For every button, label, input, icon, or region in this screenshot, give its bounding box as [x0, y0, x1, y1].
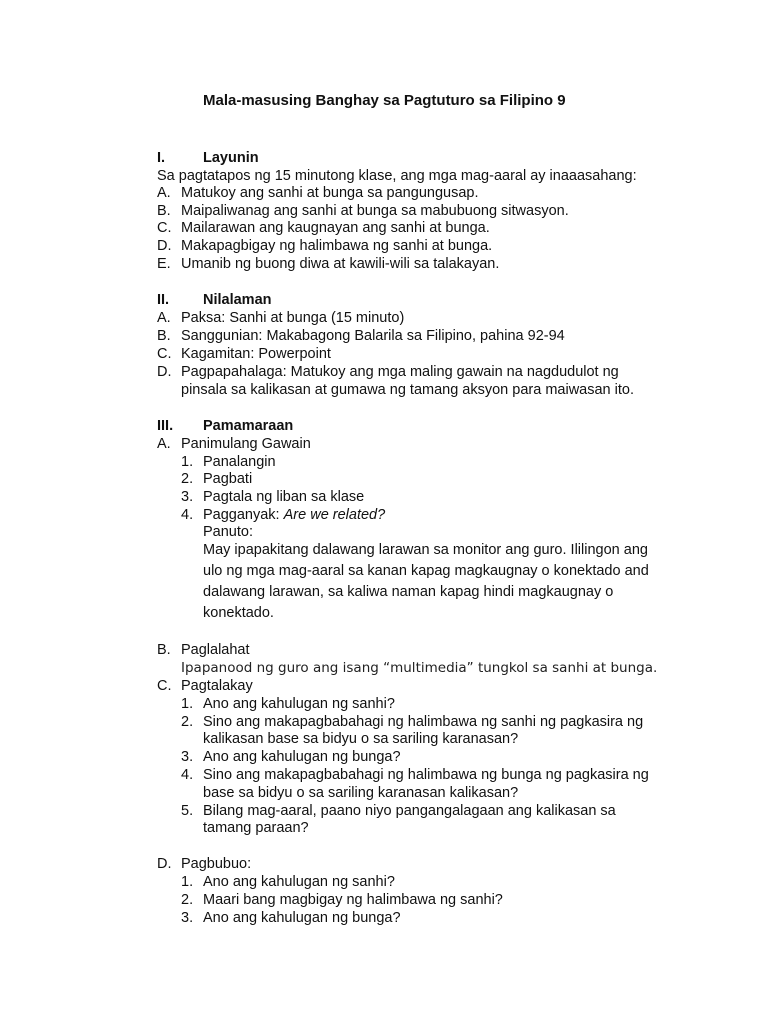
- list-item-marker: 4.: [181, 507, 194, 523]
- instructions-label: Panuto:: [203, 524, 253, 540]
- section-1-heading: Layunin: [203, 150, 259, 166]
- list-item-marker: C.: [157, 346, 172, 362]
- list-item: Matukoy ang sanhi at bunga sa pangungusap.: [181, 185, 479, 201]
- subsection-marker: C.: [157, 678, 172, 694]
- list-item-marker: E.: [157, 256, 171, 272]
- list-item: Mailarawan ang kaugnayan ang sanhi at bunga.: [181, 220, 490, 236]
- subsection-heading: Pagtalakay: [181, 678, 253, 694]
- section-2-heading: Nilalaman: [203, 292, 272, 308]
- subsection-heading: Panimulang Gawain: [181, 436, 311, 452]
- subsection-heading: Paglalahat: [181, 642, 250, 658]
- subsection-marker: B.: [157, 642, 171, 658]
- list-item-marker: 3.: [181, 910, 194, 926]
- list-item: Ano ang kahulugan ng bunga?: [203, 910, 401, 926]
- list-item-marker: 3.: [181, 749, 194, 765]
- list-item: Sino ang makapagbabahagi ng halimbawa ng bunga ng pagkasira ng: [203, 767, 649, 783]
- list-item: Bilang mag-aaral, paano niyo pangangalagaan ang kalikasan sa: [203, 803, 616, 819]
- subsection-marker: D.: [157, 856, 172, 872]
- list-item: Sino ang makapagbabahagi ng halimbawa ng sanhi ng pagkasira ng: [203, 714, 644, 730]
- list-item-continuation: base sa bidyu o sa sariling karanasan kalikasan?: [203, 785, 519, 801]
- list-item-marker: 2.: [181, 892, 194, 908]
- list-item-marker: C.: [157, 220, 172, 236]
- section-2-numeral: II.: [157, 292, 170, 308]
- list-item: Sanggunian: Makabagong Balarila sa Filipino, pahina 92-94: [181, 328, 565, 344]
- list-item: Ano ang kahulugan ng sanhi?: [203, 696, 395, 712]
- activity-title: Are we related?: [283, 507, 386, 523]
- section-1-intro: Sa pagtatapos ng 15 minutong klase, ang mga mag-aaral ay inaaasahang:: [157, 168, 637, 184]
- instructions-text: konektado.: [203, 605, 274, 621]
- list-item: Ano ang kahulugan ng sanhi?: [203, 874, 395, 890]
- list-item-marker: D.: [157, 364, 172, 380]
- list-item: Ano ang kahulugan ng bunga?: [203, 749, 401, 765]
- list-item-continuation: tamang paraan?: [203, 820, 309, 836]
- list-item: Maipaliwanag ang sanhi at bunga sa mabubuong sitwasyon.: [181, 203, 569, 219]
- list-item: Umanib ng buong diwa at kawili-wili sa talakayan.: [181, 256, 500, 272]
- list-item: Pagpapahalaga: Matukoy ang mga maling gawain na nagdudulot ng: [181, 364, 619, 380]
- instructions-text: dalawang larawan, sa kaliwa naman kapag hindi magkaugnay o: [203, 584, 614, 600]
- document-title: Mala-masusing Banghay sa Pagtuturo sa Filipino 9: [203, 92, 566, 109]
- list-item-marker: 4.: [181, 767, 194, 783]
- list-item-marker: 2.: [181, 714, 194, 730]
- section-1-numeral: I.: [157, 150, 166, 166]
- list-item: Pagbati: [203, 471, 253, 487]
- subsection-heading: Pagbubuo:: [181, 856, 252, 872]
- list-item: Paksa: Sanhi at bunga (15 minuto): [181, 310, 405, 326]
- list-item: Pagtala ng liban sa klase: [203, 489, 365, 505]
- list-item: Panalangin: [203, 454, 276, 470]
- list-item-marker: 3.: [181, 489, 194, 505]
- list-item-marker: 1.: [181, 874, 194, 890]
- list-item: [203, 507, 385, 523]
- list-item-marker: 1.: [181, 454, 194, 470]
- section-3-numeral: III.: [157, 418, 174, 434]
- list-item-marker: 1.: [181, 696, 194, 712]
- list-item-text: Pagganyak:: [203, 507, 284, 523]
- list-item-marker: B.: [157, 328, 171, 344]
- instructions-text: ulo ng mga mag-aaral sa kanan kapag magkaugnay o konektado and: [203, 563, 649, 579]
- list-item-marker: A.: [157, 185, 171, 201]
- list-item: Maari bang magbigay ng halimbawa ng sanhi?: [203, 892, 503, 908]
- list-item: Kagamitan: Powerpoint: [181, 346, 331, 362]
- list-item-marker: 5.: [181, 803, 194, 819]
- list-item: Makapagbigay ng halimbawa ng sanhi at bunga.: [181, 238, 493, 254]
- list-item-continuation: pinsala sa kalikasan at gumawa ng tamang aksyon para maiwasan ito.: [181, 382, 634, 398]
- list-item-marker: B.: [157, 203, 171, 219]
- list-item-continuation: kalikasan base sa bidyu o sa sariling karanasan?: [203, 731, 519, 747]
- subsection-body: Ipapanood ng guro ang isang “multimedia” tungkol sa sanhi at bunga.: [181, 660, 658, 676]
- list-item-marker: A.: [157, 310, 171, 326]
- instructions-text: May ipapakitang dalawang larawan sa monitor ang guro. Ililingon ang: [203, 542, 648, 558]
- list-item-marker: 2.: [181, 471, 194, 487]
- subsection-marker: A.: [157, 436, 171, 452]
- list-item-marker: D.: [157, 238, 172, 254]
- section-3-heading: Pamamaraan: [203, 418, 294, 434]
